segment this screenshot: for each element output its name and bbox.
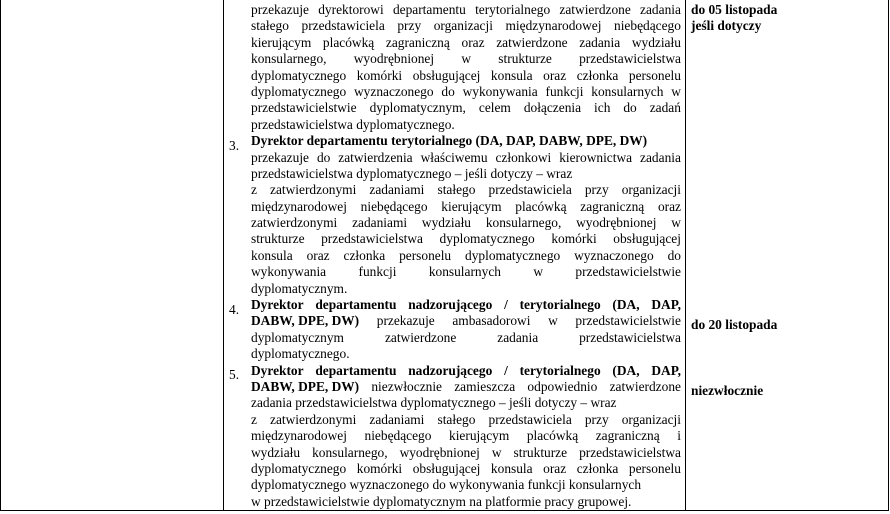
deadline-step-5: niezwłocznie xyxy=(691,383,764,398)
table-border-right xyxy=(888,0,889,510)
text-word: zadania xyxy=(640,2,681,17)
text-word: placówką xyxy=(322,34,375,50)
text-word: / xyxy=(504,297,508,313)
text-word: konsularnych xyxy=(428,264,501,280)
text-word: do xyxy=(667,247,681,263)
deadline-date-1: do 05 listopada xyxy=(691,2,778,17)
text-word: zadania xyxy=(579,34,621,50)
text-word: i xyxy=(677,428,681,444)
text-word: wyznaczonego xyxy=(354,83,434,99)
text-word: zagraniczną xyxy=(580,198,645,214)
text-word: kierującym xyxy=(441,198,502,214)
text-word: personelu xyxy=(628,67,681,83)
text-word: wyodrębnionej xyxy=(399,444,480,460)
text-word: przy xyxy=(584,182,609,198)
text-word: zatwierdzonymi xyxy=(251,215,338,231)
text-word: z xyxy=(251,411,257,427)
text-line xyxy=(251,477,681,493)
text-line xyxy=(251,379,681,395)
text-word: wydziału xyxy=(631,34,681,50)
text-word: kierującym xyxy=(449,428,510,444)
text-word: w przedstawicielstwie dyplomatycznym na platformie pracy grupowej. xyxy=(251,493,632,509)
text-line xyxy=(251,428,681,444)
text-word: strukturze xyxy=(251,231,305,247)
text-word: zagraniczną xyxy=(595,428,660,444)
text-line xyxy=(251,51,681,67)
text-word: dyplomatycznego xyxy=(251,83,347,99)
text-word: zatwierdzonymi xyxy=(270,182,357,198)
text-word: funkcji xyxy=(545,83,584,99)
text-word: dyplomatycznego xyxy=(439,231,535,247)
text-word: komórki xyxy=(356,460,403,476)
text-word: konsularnego, xyxy=(251,51,327,67)
text-word: terytorialnego xyxy=(475,2,551,17)
text-word: międzynarodowej xyxy=(505,18,602,34)
text-line xyxy=(251,68,681,84)
text-word: wydziału xyxy=(421,215,472,231)
text-word: dyplomatycznym. xyxy=(251,280,348,296)
text-word: oraz xyxy=(306,247,330,263)
text-line xyxy=(251,461,681,477)
text-word: przedstawicielstwa xyxy=(579,51,681,67)
text-word: przekazuje xyxy=(376,313,435,329)
text-line xyxy=(251,330,681,346)
procedure-steps-text xyxy=(251,2,681,510)
text-word: zadania xyxy=(640,149,681,165)
text-word: wykonywania xyxy=(251,264,327,280)
text-word: międzynarodowej xyxy=(251,198,347,214)
text-word: oraz xyxy=(461,34,485,50)
text-word: (DA, xyxy=(612,362,640,378)
text-word: Dyrektor xyxy=(251,297,304,313)
table-border-left xyxy=(0,0,1,510)
text-word: właściwemu xyxy=(420,149,488,165)
text-line xyxy=(251,166,681,182)
deadline-condition-1: jeśli dotyczy xyxy=(691,18,762,34)
text-line xyxy=(251,150,681,166)
text-line xyxy=(251,363,681,379)
text-word: strukturze xyxy=(498,51,552,67)
text-word: terytorialnego xyxy=(519,297,601,313)
text-word: do xyxy=(623,100,637,116)
item-number-4: 4. xyxy=(229,301,240,317)
text-word: (DA, xyxy=(612,297,640,313)
text-word: przedstawicielstwa xyxy=(579,329,681,345)
item-number-5: 5. xyxy=(229,367,240,383)
text-word: dyplomatycznego. xyxy=(251,346,350,362)
text-word: zadaniami xyxy=(352,215,408,231)
text-word: celem xyxy=(478,100,511,116)
text-word: nadzorującego xyxy=(408,297,493,313)
text-line xyxy=(251,2,681,18)
text-word: zatwierdzonymi xyxy=(270,411,357,427)
text-word: oraz xyxy=(657,198,681,214)
text-word: zatwierdzone xyxy=(384,329,457,345)
text-word: DAP, xyxy=(651,362,681,378)
text-word: przedstawiciela xyxy=(488,411,572,427)
text-word: zamieszcza xyxy=(454,378,516,394)
text-word: kierującym xyxy=(251,34,312,50)
text-word: terytorialnego xyxy=(519,362,601,378)
text-word: wyznaczonego xyxy=(574,247,654,263)
text-line xyxy=(251,445,681,461)
text-word: zatwierdzone xyxy=(609,378,681,394)
text-word: przekazuje xyxy=(251,2,309,17)
text-word: DABW, DPE, DW) xyxy=(251,313,360,329)
text-word: dołączenia xyxy=(523,100,582,116)
text-line xyxy=(251,346,681,362)
text-word: organizacji xyxy=(621,182,681,198)
text-word: konsula xyxy=(490,67,533,83)
text-word: obsługującej xyxy=(412,460,481,476)
text-word: zatwierdzone xyxy=(559,2,631,17)
text-word: członka xyxy=(576,460,619,476)
text-word: zatwierdzone xyxy=(496,34,568,50)
text-word: przedstawicielstwa xyxy=(321,231,423,247)
text-word: komórki xyxy=(356,67,403,83)
text-word: organizacji xyxy=(433,18,493,34)
text-line xyxy=(251,18,681,34)
text-word: przekazuje xyxy=(251,149,309,165)
text-word: w xyxy=(491,444,502,460)
text-word: przedstawicielstwie xyxy=(575,313,681,329)
text-word: departamentu xyxy=(315,297,397,313)
text-word: niebędącego xyxy=(360,198,428,214)
text-word: odpowiednio xyxy=(527,378,598,394)
text-word: nadzorującego xyxy=(408,362,493,378)
text-word: przedstawicielstwa xyxy=(579,444,681,460)
text-word: dyrektorowi xyxy=(318,2,384,17)
step-text-block xyxy=(251,2,681,133)
text-word: przedstawiciela xyxy=(301,18,385,34)
text-line xyxy=(251,395,681,411)
text-word: personelu xyxy=(399,247,452,263)
text-word: funkcji xyxy=(358,264,397,280)
text-line xyxy=(251,84,681,100)
step-text-block xyxy=(251,133,681,297)
text-word: personelu xyxy=(628,460,681,476)
text-word: zatwierdzenia xyxy=(338,149,413,165)
text-line xyxy=(251,117,681,133)
text-word: kierownictwa xyxy=(559,149,633,165)
text-word: zadania xyxy=(497,329,539,345)
item-number-3: 3. xyxy=(229,137,240,153)
text-word: konsularnego, xyxy=(312,444,388,460)
text-line xyxy=(251,215,681,231)
text-line xyxy=(251,35,681,51)
text-word: zadaniami xyxy=(369,411,425,427)
text-word: stałego xyxy=(437,411,476,427)
text-word: konsula xyxy=(490,460,533,476)
text-word: konsularnego, xyxy=(485,215,562,231)
text-word: niebędącego xyxy=(614,18,681,34)
text-word: zadania przedstawicielstwa dyplomatycznego – jeśli dotyczy – wraz xyxy=(251,395,617,411)
text-word: stałego xyxy=(251,18,289,34)
text-word: dyplomatycznego wyznaczonego do wykonywania funkcji konsularnych xyxy=(251,477,642,493)
text-word: DABW, DPE, DW) xyxy=(251,378,360,394)
text-word: członkowi xyxy=(495,149,552,165)
text-line xyxy=(251,313,681,329)
text-word: z xyxy=(251,182,257,198)
text-word: Dyrektor xyxy=(251,362,304,378)
text-word: do xyxy=(441,83,455,99)
column-divider-2 xyxy=(685,0,686,510)
text-word: obsługującej xyxy=(613,231,681,247)
text-word: wydziału xyxy=(251,444,301,460)
text-word: oraz xyxy=(543,460,567,476)
text-word: wyodrębnionej xyxy=(576,215,657,231)
text-word: departamentu xyxy=(392,2,466,17)
text-word: konsula xyxy=(251,247,293,263)
text-word: przy xyxy=(397,18,422,34)
text-word: członka xyxy=(343,247,386,263)
text-word: dyplomatycznego xyxy=(465,247,561,263)
text-line xyxy=(251,412,681,428)
text-word: w xyxy=(533,264,544,280)
text-word: przedstawicielstwie xyxy=(575,264,681,280)
text-word: placówką xyxy=(515,198,567,214)
text-word: stałego xyxy=(437,182,476,198)
text-word: oraz xyxy=(543,67,567,83)
text-word: członka xyxy=(576,67,619,83)
step-text-block xyxy=(251,363,681,511)
text-word: wyodrębnionej xyxy=(353,51,435,67)
text-word: ich xyxy=(594,100,611,116)
text-word: DAP, xyxy=(651,297,681,313)
deadline-step-4: do 20 listopada xyxy=(691,317,778,332)
text-word: dyplomatycznym, xyxy=(369,100,466,116)
text-word: przedstawicielstwa dyplomatycznego – jeśli dotyczy – wraz xyxy=(251,165,573,181)
text-word: niebędącego xyxy=(364,428,432,444)
text-word: ambasadorowi xyxy=(452,313,531,329)
text-word: / xyxy=(504,362,508,378)
column-divider-1 xyxy=(223,0,224,510)
text-word: w xyxy=(671,83,681,99)
text-word: międzynarodowej xyxy=(251,428,347,444)
text-word: placówką xyxy=(526,428,579,444)
text-line xyxy=(251,100,681,116)
text-word: przedstawicielstwie xyxy=(251,100,357,116)
text-word: obsługującej xyxy=(412,67,481,83)
text-word: komórki xyxy=(551,231,597,247)
text-word: departamentu xyxy=(315,362,397,378)
text-word: konsularnych xyxy=(591,83,664,99)
text-word: dyplomatycznym xyxy=(251,329,344,345)
text-line xyxy=(251,231,681,247)
text-word: wykonywania xyxy=(462,83,538,99)
deadline-cell-1 xyxy=(691,2,881,35)
text-word: w xyxy=(671,215,681,231)
text-line xyxy=(251,494,681,510)
text-line xyxy=(251,182,681,198)
text-word: dyplomatycznego xyxy=(251,67,347,83)
text-line xyxy=(251,264,681,280)
text-line xyxy=(251,281,681,297)
text-line xyxy=(251,199,681,215)
table-border-bottom xyxy=(0,510,889,511)
text-word: przedstawicielstwa dyplomatycznego. xyxy=(251,116,455,132)
text-word: Dyrektor departamentu terytorialnego (DA, DAP, DABW, DPE, DW) xyxy=(251,133,648,149)
text-word: do xyxy=(316,149,331,165)
text-word: organizacji xyxy=(621,411,681,427)
text-word: zagraniczną xyxy=(385,34,450,50)
text-word: przy xyxy=(584,411,609,427)
text-word: dyplomatycznego xyxy=(251,460,347,476)
text-word: zadań xyxy=(649,100,681,116)
text-word: zadaniami xyxy=(369,182,425,198)
text-line xyxy=(251,297,681,313)
step-text-block xyxy=(251,297,681,363)
text-line xyxy=(251,133,681,149)
text-word: przedstawiciela xyxy=(488,182,572,198)
text-word: w xyxy=(461,51,472,67)
text-word: strukturze xyxy=(513,444,568,460)
text-line xyxy=(251,248,681,264)
text-word: niezwłocznie xyxy=(371,378,442,394)
text-word: w xyxy=(548,313,558,329)
